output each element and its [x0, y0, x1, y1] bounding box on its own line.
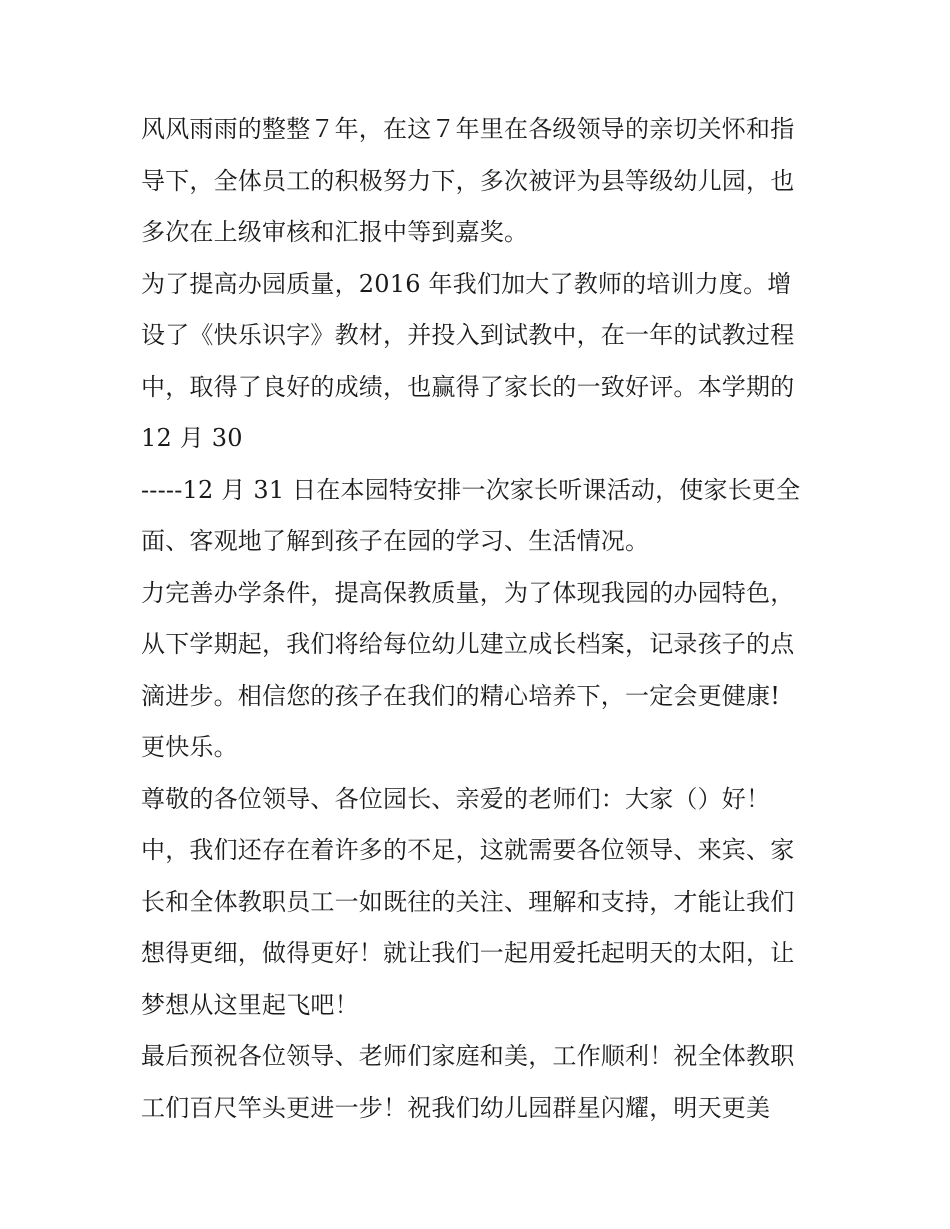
- text-line-10: 力完善办学条件，提高保教质量，为了体现我园的办园特色，: [141, 578, 795, 607]
- text-line-1: 风风雨雨的整整７年，在这７年里在各级领导的亲切关怀和指: [141, 115, 795, 143]
- text-line-18: 梦想从这里起飞吧！: [141, 990, 359, 1019]
- text-line-8: -----12 月 31 日在本园特安排一次家长听课活动，使家长更全: [141, 475, 801, 504]
- text-line-11: 从下学期起，我们将给每位幼儿建立成长档案，记录孩子的点: [141, 630, 795, 658]
- text-line-19: 最后预祝各位领导、老师们家庭和美，工作顺利！祝全体教职: [141, 1042, 795, 1070]
- text-line-9: 面、客观地了解到孩子在园的学习、生活情况。: [141, 527, 650, 555]
- body-text: [141, 107, 821, 1137]
- text-line-2: 导下，全体员工的积极努力下，多次被评为县等级幼儿园，也: [141, 166, 795, 195]
- text-line-15: 中，我们还存在着许多的不足，这就需要各位领导、来宾、家: [141, 836, 795, 864]
- text-line-12: 滴进步。相信您的孩子在我们的精心培养下，一定会更健康!: [141, 681, 781, 710]
- text-line-6: 中，取得了良好的成绩，也赢得了家长的一致好评。本学期的: [141, 372, 795, 401]
- text-line-16: 长和全体教职员工一如既往的关注、理解和支持，才能让我们: [141, 887, 795, 916]
- text-line-20: 工们百尺竿头更进一步！祝我们幼儿园群星闪耀，明天更美: [141, 1093, 771, 1122]
- text-line-3: 多次在上级审核和汇报中等到嘉奖。: [141, 218, 529, 246]
- text-line-4: 为了提高办园质量，2016 年我们加大了教师的培训力度。增: [141, 269, 792, 298]
- text-line-7: 12 月 30: [141, 424, 243, 452]
- text-line-13: 更快乐。: [141, 733, 238, 761]
- text-line-5: 设了《快乐识字》教材，并投入到试教中，在一年的试教过程: [141, 321, 795, 349]
- text-line-17: 想得更细，做得更好！就让我们一起用爱托起明天的太阳，让: [141, 939, 795, 967]
- text-line-14: 尊敬的各位领导、各位园长、亲爱的老师们：大家（）好！: [141, 784, 771, 813]
